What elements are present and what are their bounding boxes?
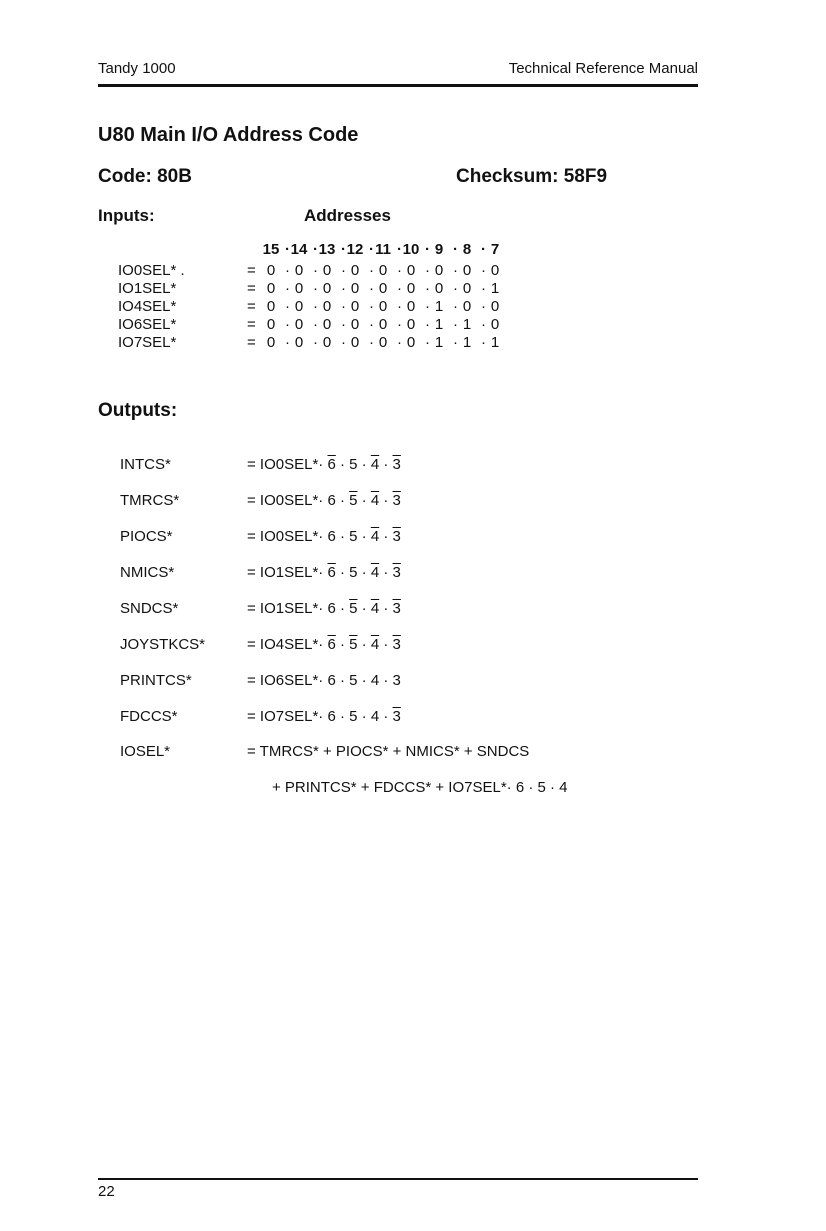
bit-value: 0	[490, 298, 500, 315]
dot-separator: ·	[335, 528, 350, 545]
dot-separator: ·	[357, 600, 371, 617]
bit-value: 0	[434, 262, 444, 279]
equation-select-term: = IO7SEL*·	[247, 708, 328, 725]
inverted-address-bit: 5	[349, 492, 358, 509]
bit-value: 0	[266, 298, 276, 315]
bit-header-row: 15 ·14 ·13 ·12 ·11 ·10 · 9 · 8 · 7	[257, 241, 509, 259]
address-bit: 6	[327, 600, 336, 617]
dot-separator: ·	[357, 456, 371, 473]
dot-separator: ·	[357, 528, 371, 545]
bit-value: 1	[434, 298, 444, 315]
equals-sign: =	[247, 298, 256, 315]
dot-separator: ·	[335, 456, 350, 473]
iosel-line-1: = TMRCS* + PIOCS* + NMICS* + SNDCS	[247, 743, 530, 760]
dot-separator: ·	[357, 564, 371, 581]
equation-select-term: = IO0SEL*·	[247, 528, 328, 545]
dot-separator: ·	[379, 600, 393, 617]
bit-value: 0	[266, 316, 276, 333]
bit-header-cell: 14	[290, 241, 308, 258]
bit-value: 0	[322, 334, 332, 351]
bit-value: 0	[350, 262, 360, 279]
bit-value: 0	[294, 262, 304, 279]
inverted-address-bit: 3	[392, 636, 401, 653]
output-equation	[247, 492, 401, 509]
bit-value: 0	[294, 298, 304, 315]
page-number: 22	[98, 1183, 115, 1200]
bit-value: 0	[266, 334, 276, 351]
input-name: IO4SEL*	[118, 298, 177, 315]
input-name: IO7SEL*	[118, 334, 177, 351]
dot-separator: ·	[357, 492, 371, 509]
output-equation	[247, 708, 401, 725]
equation-select-term: = IO1SEL*·	[247, 600, 328, 617]
input-name: IO6SEL*	[118, 316, 177, 333]
inverted-address-bit: 4	[370, 564, 380, 581]
dot-separator: ·	[335, 672, 350, 689]
dot-separator: ·	[379, 492, 393, 509]
address-bit: 5	[349, 528, 358, 545]
equals-sign: =	[247, 280, 256, 297]
output-name: INTCS*	[120, 456, 171, 473]
bit-value: 0	[266, 262, 276, 279]
inverted-address-bit: 4	[370, 456, 380, 473]
bit-header-cell: 13	[318, 241, 336, 258]
dot-separator: ·	[379, 672, 393, 689]
dot-separator: ·	[357, 708, 371, 725]
output-equation	[247, 600, 401, 617]
bit-value: 1	[434, 316, 444, 333]
bit-value: 0	[434, 280, 444, 297]
input-bits: 0 · 0 · 0 · 0 · 0 · 0 · 1 · 1 · 0	[257, 316, 509, 333]
bit-value: 0	[378, 298, 388, 315]
bit-header-cell: 9	[434, 241, 444, 258]
dot-separator: ·	[379, 528, 393, 545]
bit-value: 0	[378, 334, 388, 351]
inverted-address-bit: 5	[349, 600, 358, 617]
dot-separator: ·	[335, 600, 350, 617]
bit-value: 0	[322, 280, 332, 297]
bit-value: 1	[434, 334, 444, 351]
inverted-address-bit: 6	[327, 564, 336, 581]
dot-separator: ·	[357, 636, 371, 653]
output-name: SNDCS*	[120, 600, 179, 617]
input-bits: 0 · 0 · 0 · 0 · 0 · 0 · 1 · 1 · 1	[257, 334, 509, 351]
address-bit: 5	[349, 708, 358, 725]
dot-separator: ·	[335, 492, 350, 509]
bit-value: 1	[490, 334, 500, 351]
dot-separator: ·	[357, 672, 371, 689]
inverted-address-bit: 3	[392, 528, 401, 545]
inverted-address-bit: 4	[370, 600, 380, 617]
output-equation	[247, 636, 401, 653]
dot-separator: ·	[379, 456, 393, 473]
equals-sign: =	[247, 316, 256, 333]
equation-select-term: = IO6SEL*·	[247, 672, 328, 689]
inverted-address-bit: 3	[392, 600, 401, 617]
address-bit: 3	[392, 672, 401, 689]
dot-separator: ·	[379, 708, 393, 725]
equation-select-term: = IO0SEL*·	[247, 456, 328, 473]
bit-value: 0	[350, 334, 360, 351]
input-bits: 0 · 0 · 0 · 0 · 0 · 0 · 1 · 0 · 0	[257, 298, 509, 315]
bit-value: 0	[378, 262, 388, 279]
bit-value: 0	[294, 316, 304, 333]
address-bit: 6	[327, 708, 336, 725]
output-name: PRINTCS*	[120, 672, 192, 689]
bit-value: 0	[490, 262, 500, 279]
bit-value: 0	[490, 316, 500, 333]
address-bit: 4	[370, 708, 380, 725]
inverted-address-bit: 3	[392, 708, 401, 725]
footer-rule	[98, 1178, 698, 1180]
bit-value: 0	[294, 280, 304, 297]
inverted-address-bit: 3	[392, 456, 401, 473]
bit-header-cell: 12	[346, 241, 364, 258]
bit-value: 0	[350, 280, 360, 297]
bit-value: 1	[490, 280, 500, 297]
bit-header-cell: 8	[462, 241, 472, 258]
bit-header-cell: 7	[490, 241, 500, 258]
inverted-address-bit: 3	[392, 492, 401, 509]
equation-select-term: = IO4SEL*·	[247, 636, 328, 653]
address-bit: 6	[327, 528, 336, 545]
address-bit: 5	[349, 672, 358, 689]
bit-header-cell: 11	[375, 241, 391, 258]
inverted-address-bit: 3	[392, 564, 401, 581]
header-rule	[98, 84, 698, 87]
dot-separator: ·	[335, 636, 350, 653]
inverted-address-bit: 4	[370, 528, 380, 545]
address-bit: 6	[327, 492, 336, 509]
bit-value: 0	[322, 316, 332, 333]
inverted-address-bit: 4	[370, 636, 380, 653]
output-equation	[247, 528, 401, 545]
bit-header-cell: 10	[402, 241, 420, 258]
output-equation	[247, 564, 401, 581]
output-name: FDCCS*	[120, 708, 178, 725]
address-bit: 5	[349, 456, 358, 473]
inverted-address-bit: 5	[349, 636, 358, 653]
bit-value: 1	[462, 316, 472, 333]
equation-select-term: = IO1SEL*·	[247, 564, 328, 581]
dot-separator: ·	[379, 636, 393, 653]
bit-value: 0	[322, 298, 332, 315]
address-bit: 6	[327, 672, 336, 689]
output-name: NMICS*	[120, 564, 175, 581]
dot-separator: ·	[335, 708, 350, 725]
equals-sign: =	[247, 334, 256, 351]
bit-value: 0	[462, 298, 472, 315]
bit-header-cell: 15	[262, 241, 280, 258]
section-title: U80 Main I/O Address Code	[98, 124, 359, 146]
inverted-address-bit: 4	[370, 492, 380, 509]
address-bit: 5	[349, 564, 358, 581]
bit-value: 1	[462, 334, 472, 351]
bit-value: 0	[462, 262, 472, 279]
output-equation	[247, 456, 401, 473]
address-bit: 4	[370, 672, 380, 689]
dot-separator: ·	[379, 564, 393, 581]
bit-value: 0	[462, 280, 472, 297]
output-equation	[247, 672, 401, 689]
dot-separator: ·	[335, 564, 350, 581]
output-name: TMRCS*	[120, 492, 180, 509]
input-bits: 0 · 0 · 0 · 0 · 0 · 0 · 0 · 0 · 1	[257, 280, 509, 297]
code-label: Code: 80B	[98, 166, 192, 187]
bit-value: 0	[350, 316, 360, 333]
running-header-right: Technical Reference Manual	[508, 60, 698, 77]
running-header-left: Tandy 1000	[98, 60, 176, 77]
output-name: PIOCS*	[120, 528, 173, 545]
output-name: JOYSTKCS*	[120, 636, 206, 653]
input-name: IO1SEL*	[118, 280, 177, 297]
bit-value: 0	[378, 280, 388, 297]
bit-value: 0	[406, 262, 416, 279]
bit-value: 0	[406, 334, 416, 351]
bit-value: 0	[350, 298, 360, 315]
outputs-label: Outputs:	[98, 400, 178, 421]
bit-value: 0	[266, 280, 276, 297]
bit-value: 0	[406, 280, 416, 297]
equals-sign: =	[247, 262, 256, 279]
equation-select-term: = IO0SEL*·	[247, 492, 328, 509]
inverted-address-bit: 6	[327, 456, 336, 473]
inverted-address-bit: 6	[327, 636, 336, 653]
bit-value: 0	[406, 298, 416, 315]
input-bits: 0 · 0 · 0 · 0 · 0 · 0 · 0 · 0 · 0	[257, 262, 509, 279]
bit-value: 0	[322, 262, 332, 279]
checksum-label: Checksum: 58F9	[456, 166, 608, 187]
input-name: IO0SEL* .	[118, 262, 185, 279]
iosel-name: IOSEL*	[120, 743, 171, 760]
bit-value: 0	[406, 316, 416, 333]
inputs-label: Inputs:	[98, 206, 155, 225]
bit-value: 0	[378, 316, 388, 333]
addresses-label: Addresses	[304, 206, 391, 225]
iosel-line-2: + PRINTCS* + FDCCS* + IO7SEL*· 6 · 5 · 4	[272, 779, 568, 796]
bit-value: 0	[294, 334, 304, 351]
